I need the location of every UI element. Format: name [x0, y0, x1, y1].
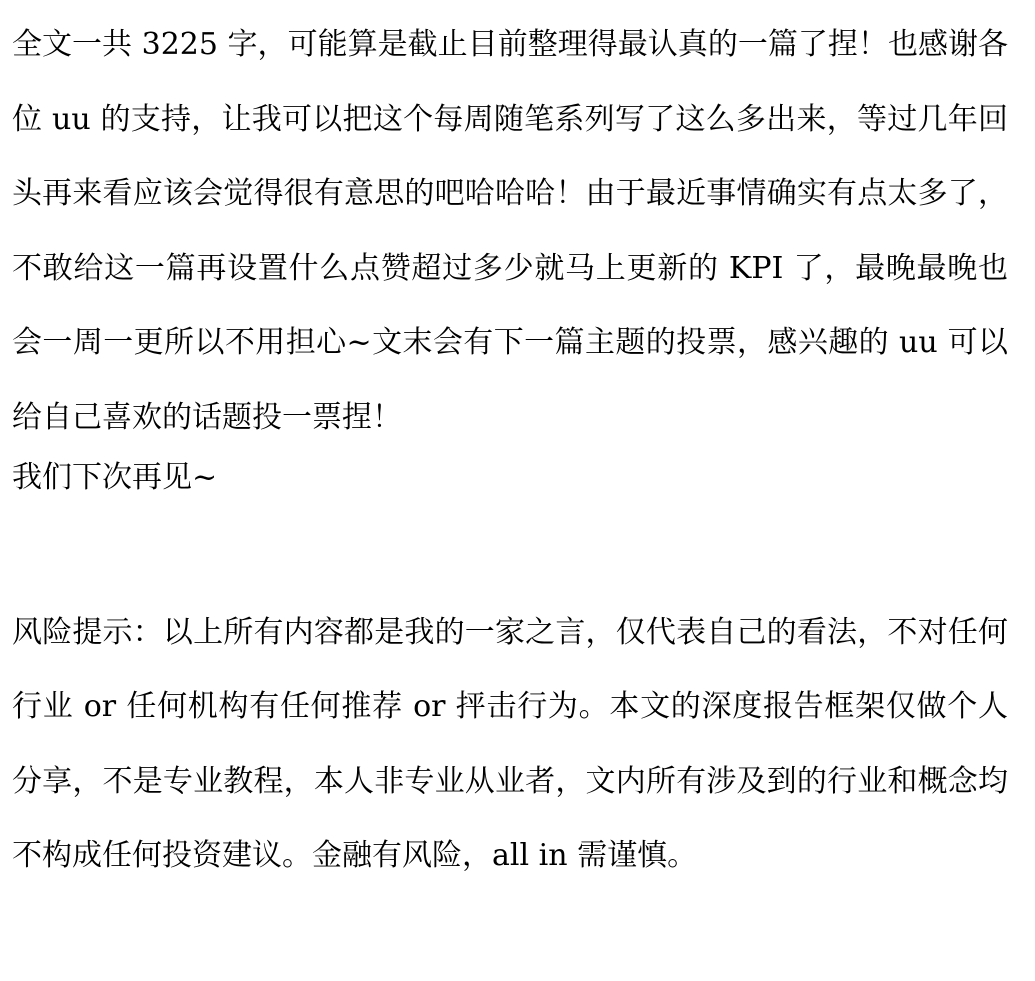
- intro-paragraph: 全文一共 3225 字，可能算是截止目前整理得最认真的一篇了捏！也感谢各位 uu 的支持，让我可以把这个每周随笔系列写了这么多出来，等过几年回头再来看应该会觉得很有意思的吧哈哈哈！由于最近事情确实有点太多了，不敢给这一篇再设置什么点赞超过多少就马上更新的 KPI 了，最晚最晚也会一周一更所以不用担心~文末会有下一篇主题的投票，感兴趣的 uu 可以给自己喜欢的话题投一票捏！: [12, 27, 1008, 435]
- document-body: [12, 0, 1008, 894]
- paragraph-spacer: [12, 516, 1008, 596]
- farewell-paragraph: 我们下次再见~: [12, 460, 218, 495]
- risk-disclaimer-paragraph: 风险提示：以上所有内容都是我的一家之言，仅代表自己的看法，不对任何行业 or 任何机构有任何推荐 or 抨击行为。本文的深度报告框架仅做个人分享，不是专业教程，本人非专业从业者，文内所有涉及到的行业和概念均不构成任何投资建议。金融有风险，all in 需谨慎。: [12, 614, 1008, 873]
